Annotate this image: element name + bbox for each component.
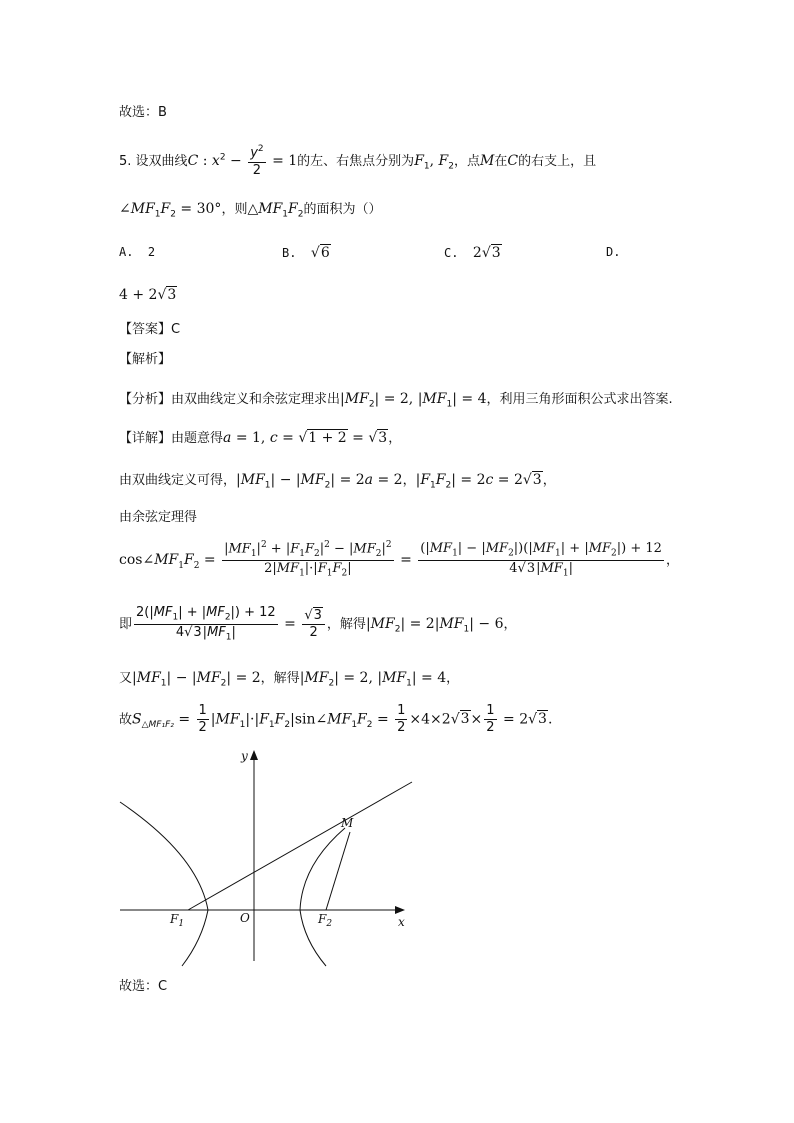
detail-line-2: 由双曲线定义可得，$|MF_1| - |MF_2| = 2a = 2$，$|F_1F_2| = 2c = 2√3$， xyxy=(119,472,556,491)
question-stem-line-2: $\angle MF_1F_2 = 30^\circ$，则$\triangle MF_1F_2$的面积为（） xyxy=(119,201,382,220)
option-d-value: 4 + 2√3 xyxy=(119,287,177,303)
x-axis-label: x xyxy=(398,915,405,929)
x-axis-arrow-icon xyxy=(395,906,405,914)
f2-label: $F_2$ xyxy=(318,912,333,929)
option-d: D. xyxy=(606,245,621,259)
detail-line-3: 由余弦定理得 xyxy=(119,510,198,525)
detail-line-5: 又$|MF_1| - |MF_2| = 2$，解得$|MF_2| = 2$, $|MF_1| = 4$， xyxy=(119,670,460,689)
analysis-tag: 【解析】 xyxy=(119,352,172,367)
option-c: C. 2√3 xyxy=(444,245,501,261)
cosine-formula: $\cos\angle MF_1F_2$ = $\frac{|MF_1|^2 + |F_1F_2|^2 - |MF_2|^2}{2|MF_1|\cdot|F_1F_2|}$ = $\frac{(|MF_1| - |MF_2|)(|MF_1| + |MF_2|) + 12}{4√3|MF_1|}$ ， xyxy=(119,540,679,579)
line-f1-m xyxy=(188,782,412,910)
detail-line-6: 故$S_{\triangle MF_1F_2}$ = $\frac{1}{2}$ $|MF_1|\cdot|F_1F_2|\sin\angle MF_1F_2$ = $\frac{1}{2}$ ×4×2√3× $\frac{1}{2}$ = 2√3. xyxy=(119,703,553,736)
y-axis-arrow-icon xyxy=(250,750,258,760)
hyperbola-left-branch xyxy=(120,802,208,966)
final-answer: 故选：C xyxy=(119,979,168,994)
question-stem-line-1: 5. 设双曲线C : $x^2$ − $\frac{y^2}{2}$ = 1的左、右焦点分别为$F_1$, $F_2$，点M在C的右支上，且 xyxy=(119,144,597,178)
answer-tag: 【答案】C xyxy=(119,322,181,337)
option-a: A. 2 xyxy=(119,245,156,259)
y-axis-label: y xyxy=(241,749,248,763)
detail-line-4: 即 $\frac{2(|MF_1| + |MF_2|) + 12}{4√3|MF_1|}$ = $\frac{√3}{2}$ ，解得$|MF_2| = 2|MF_1| - 6$， xyxy=(119,605,517,643)
hyperbola-right-branch xyxy=(300,828,345,966)
analysis-summary: 【分析】由双曲线定义和余弦定理求出$|MF_2| = 2$, $|MF_1| = 4$，利用三角形面积公式求出答案. xyxy=(119,391,673,410)
segment-m-f2 xyxy=(326,832,350,910)
question-number: 5. xyxy=(119,153,132,169)
origin-label: O xyxy=(240,911,250,925)
detail-line-1: 【详解】由题意得a = 1, c = √1 + 2 = √3， xyxy=(119,430,402,446)
f1-label: $F_1$ xyxy=(170,912,185,929)
hyperbola-figure xyxy=(110,745,430,970)
option-b: B. √6 xyxy=(282,245,330,261)
point-m-label: M xyxy=(341,816,354,830)
previous-answer: 故选：B xyxy=(119,105,167,120)
